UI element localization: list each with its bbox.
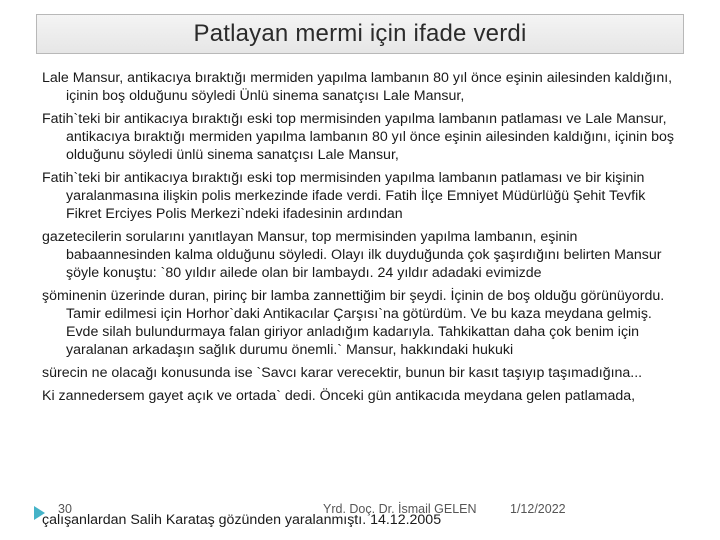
paragraph-1: Lale Mansur, antikacıya bıraktığı mermiden yapılma lambanın 80 yıl önce eşinin ailesinden kaldığını, içinin boş olduğunu söyledi Ünlü sinema sanatçısı Lale Mansur, bbox=[42, 70, 673, 104]
footer-author: Yrd. Doç. Dr. İsmail GELEN bbox=[323, 502, 477, 516]
slide-number: 30 bbox=[58, 502, 72, 516]
slide-body bbox=[42, 69, 682, 407]
paragraph-2: Fatih`teki bir antikacıya bıraktığı eski top mermisinden yapılma lambanın patlaması ve Lale Mansur, antikacıya bıraktığı mermiden yapılma lambanın 80 yıl önce eşinin ailesinden kaldığını, içinin boş olduğunu söyledi ünlü sinema sanatçısı Lale Mansur, bbox=[42, 111, 675, 163]
overflow-last-line: çalışanlardan Salih Karataş gözünden yaralanmıştı. 14.12.2005 bbox=[42, 512, 442, 528]
paragraph-6: sürecin ne olacağı konusunda ise `Savcı karar verecektir, bunun bir kasıt taşıyıp taşımadığına... bbox=[42, 365, 643, 381]
footer-date: 1/12/2022 bbox=[510, 502, 566, 516]
paragraph-7: Ki zannedersem gayet açık ve ortada` dedi. Önceki gün antikacıda meydana gelen patlamada, bbox=[42, 388, 636, 404]
title-box bbox=[36, 14, 684, 54]
slide-title: Patlayan mermi için ifade verdi bbox=[193, 20, 527, 47]
paragraph-4: gazetecilerin sorularını yanıtlayan Mansur, top mermisinden yapılma lambanın, eşinin babaannesinden kalma olduğunu söyledi. Olayı ilk duyduğunda çok şaşırdığını belirten Mansur şöyle konuştu: `80 yıldır ailede olan bir lambaydı. 24 yıldır adadaki evimizde bbox=[42, 229, 662, 281]
paragraph-3: Fatih`teki bir antikacıya bıraktığı eski top mermisinden yapılma lambanın patlaması ve bir kişinin yaralanmasına ilişkin polis merkezinde ifade verdi. Fatih İlçe Emniyet Müdürlüğü Şehit Tevfik Fikret Erciyes Polis Merkezi`ndeki ifadesinin ardından bbox=[42, 170, 646, 222]
paragraph-5: şöminenin üzerinde duran, pirinç bir lamba zannettiğim bir şeydi. İçinin de boş olduğu görünüyordu. Tamir edilmesi için Horhor`daki Antikacılar Çarşısı`na götürdüm. Ve bu kaza meydana gelmiş. Evde silah bulundurmaya falan giriyor anladığım kadarıyla. Tahkikattan daha çok benim için yaralanan arkadaşın sağlık durumu önemli.` Mansur, hakkındaki hukuki bbox=[42, 288, 665, 358]
